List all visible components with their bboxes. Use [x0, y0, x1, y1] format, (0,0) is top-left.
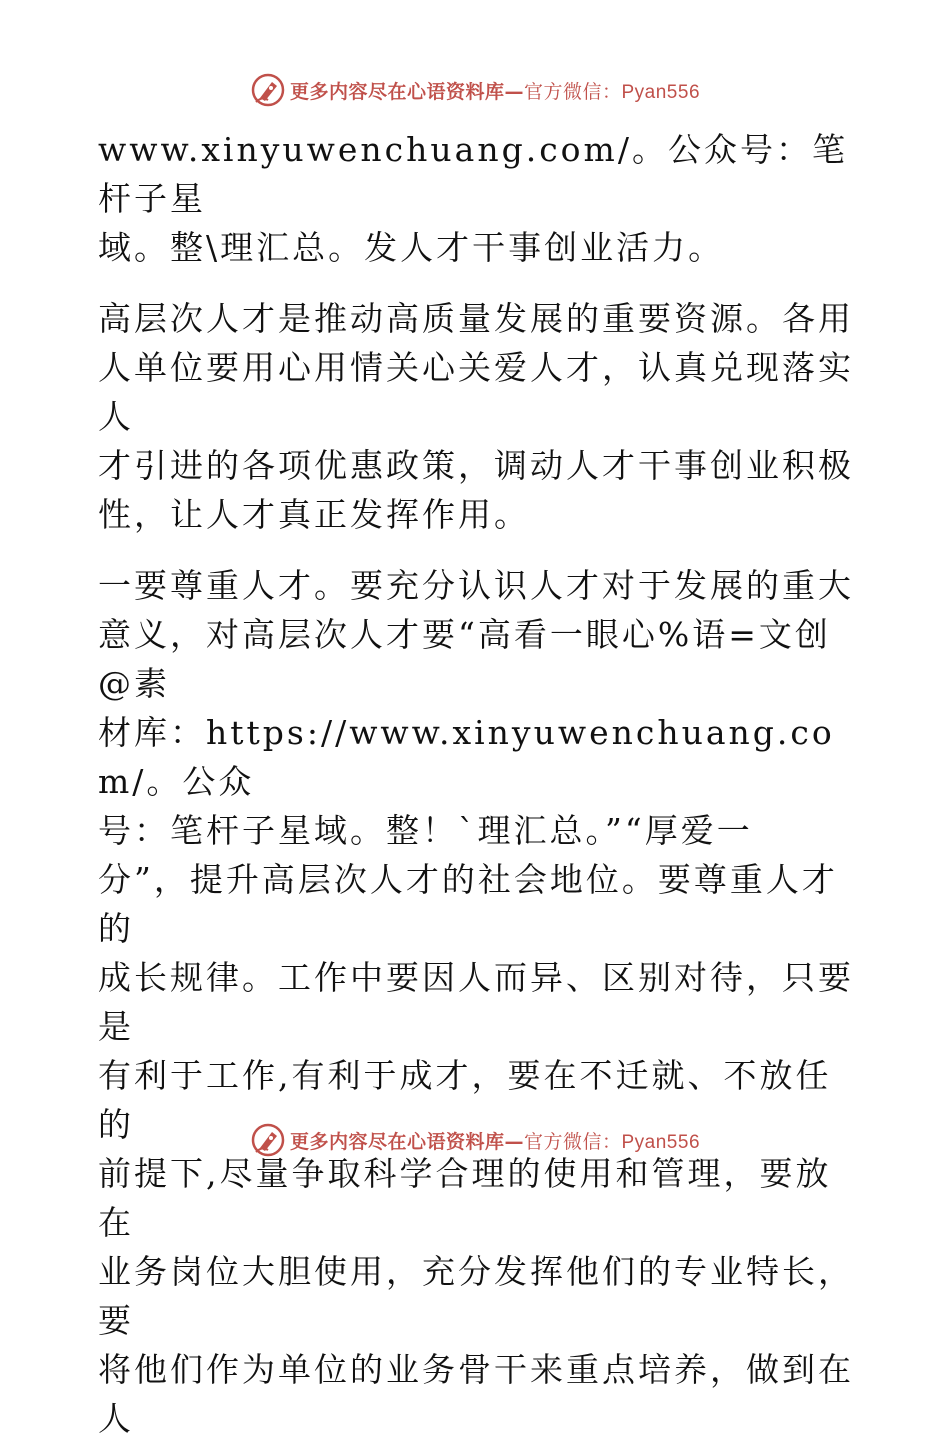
header-wechat-id: Pyan556 — [621, 81, 701, 103]
footer-wechat-label: 官方微信： — [523, 1130, 622, 1153]
footer-wechat-id: Pyan556 — [621, 1131, 701, 1153]
footer-banner-text — [290, 1127, 700, 1154]
footer-banner — [0, 1120, 950, 1160]
header-banner — [0, 70, 950, 110]
paragraph-high-level-talent: 高层次人才是推动高质量发展的重要资源。各用 人单位要用心用情关心关爱人才，认真兑现落实人 才引进的各项优惠政策，调动人才干事创业积极 性，让人才真正发挥作用。 — [98, 299, 854, 534]
header-banner-text — [290, 77, 700, 104]
header-wechat-label: 官方微信： — [523, 80, 622, 103]
pen-nib-logo-icon — [250, 1122, 286, 1158]
header-banner-main: 更多内容尽在心语资料库— — [289, 80, 524, 103]
paragraph-respect-talent: 一要尊重人才。要充分认识人才对于发展的重大 意义，对高层次人才要“高看一眼心%语=文创@素 材库：https://www.xinyuwenchuang.com/。公众 号：笔杆子星域。整！`理汇总。”“厚爱一 分”，提升高层次人才的社会地位。要尊重人才的 成长规律。工作中要因人而异、区别对待，只要是 有利于工作,有利于成才，要在不迁就、不放任的 前提下,尽量争取科学合理的使用和管理，要放在 业务岗位大胆使用，充分发挥他们的专业特长，要 将他们作为单位的业务骨干来重点培养，做到在人 — [98, 566, 854, 1438]
pen-nib-logo-icon — [250, 72, 286, 108]
paragraph-intro: www.xinyuwenchuang.com/。公众号：笔杆子星 域。整\理汇总。发人才干事创业活力。 — [98, 130, 848, 267]
footer-banner-main: 更多内容尽在心语资料库— — [289, 1130, 524, 1153]
document-body — [98, 125, 858, 1443]
